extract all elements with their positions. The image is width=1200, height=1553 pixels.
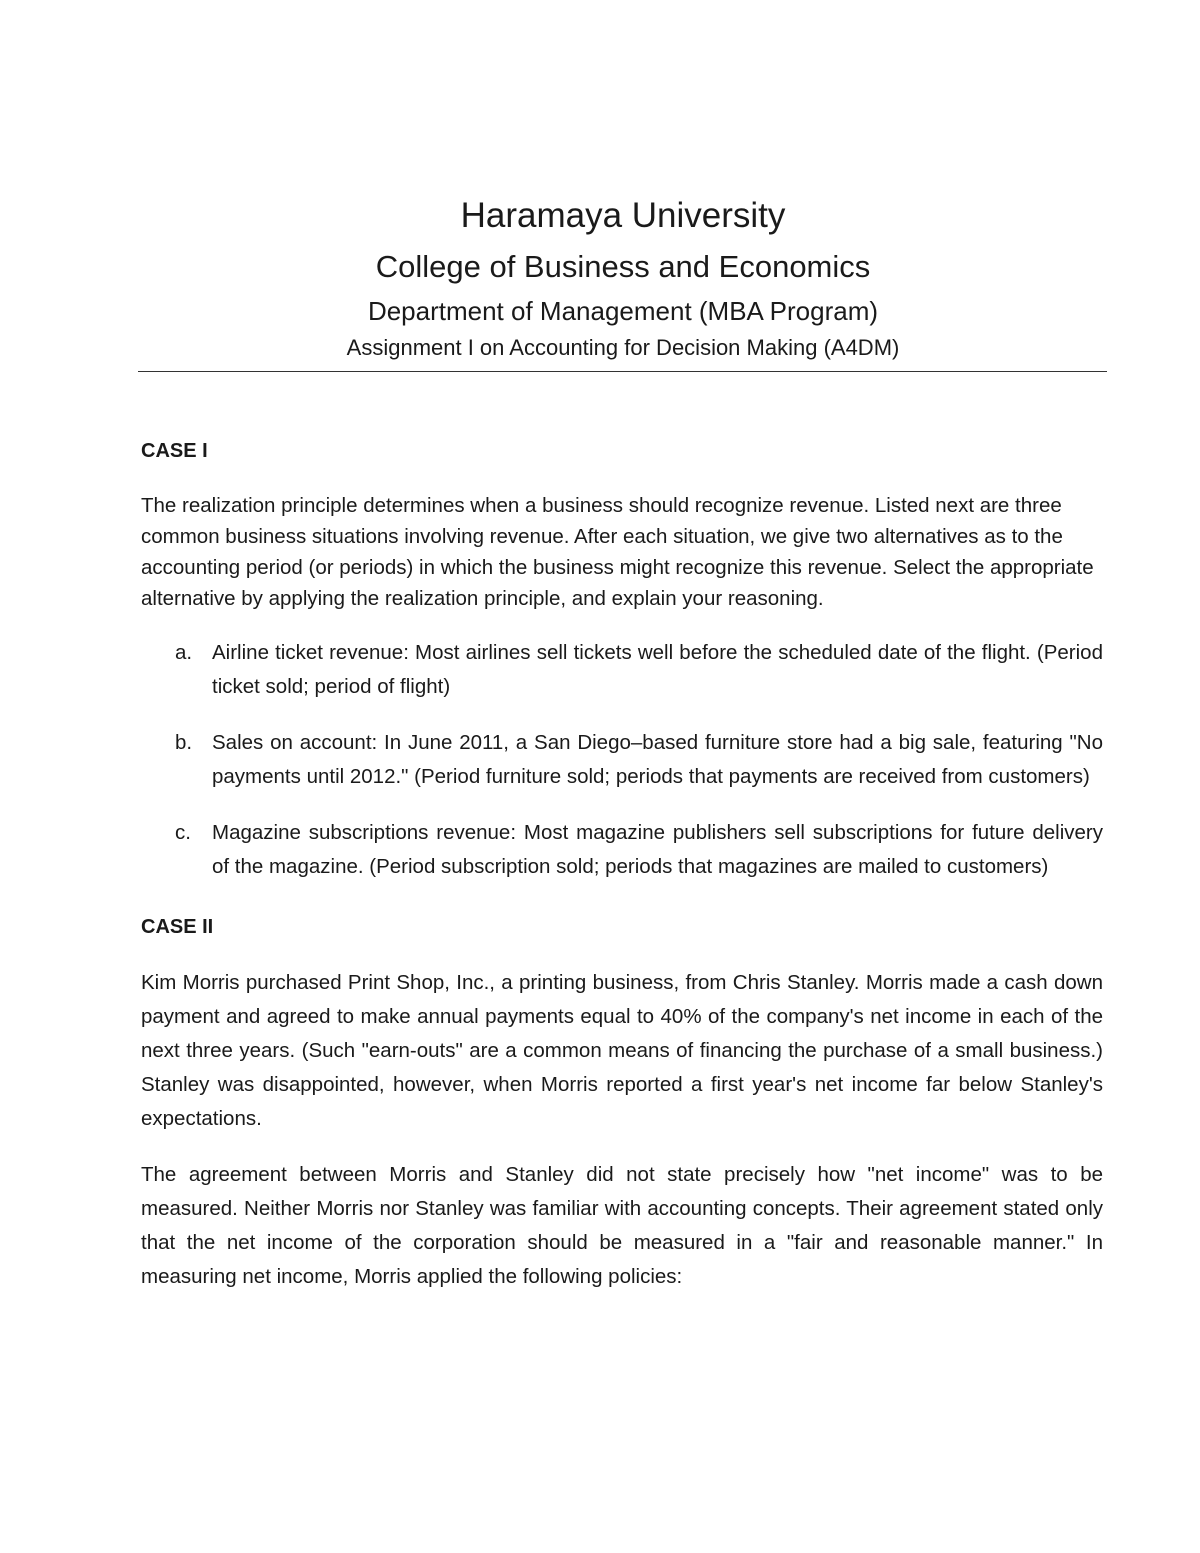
document-body <box>141 436 1103 1294</box>
assignment-title: Assignment I on Accounting for Decision Making (A4DM) <box>346 335 900 360</box>
case-2-section <box>141 912 1103 1294</box>
list-marker: a. <box>175 641 193 664</box>
case-2-heading: CASE II <box>141 916 214 938</box>
case-1-intro: The realization principle determines when a business should recognize revenue. Listed next are three common business situations involving revenue. After each situation, we give two alternatives as to the accounting period (or periods) in which the business might recognize this revenue. Select the appropriate alternative by applying the realization principle, and explain your reasoning. <box>141 494 1094 610</box>
case-1-heading: CASE I <box>141 440 208 462</box>
case-2-paragraph-1: Kim Morris purchased Print Shop, Inc., a printing business, from Chris Stanley. Morris made a cash down payment and agreed to make annual payments equal to 40% of the company's net income in each of the next three years. (Such "earn-outs" are a common means of financing the purchase of a small business.) Stanley was disappointed, however, when Morris reported a first year's net income far below Stanley's expectations. <box>141 971 1103 1130</box>
list-marker: c. <box>175 821 191 844</box>
list-item <box>141 726 1103 794</box>
case-2-paragraph-2: The agreement between Morris and Stanley did not state precisely how "net income" was to be measured. Neither Morris nor Stanley was familiar with accounting concepts. Their agreement stated only that the net income of the corporation should be measured in a "fair and reasonable manner." In measuring net income, Morris applied the following policies: <box>141 1163 1103 1288</box>
header-divider <box>138 371 1107 372</box>
case-1-list <box>141 636 1103 884</box>
list-item <box>141 636 1103 704</box>
list-marker: b. <box>175 731 193 754</box>
list-item <box>141 816 1103 884</box>
document-header <box>140 192 1106 364</box>
list-item-text: Magazine subscriptions revenue: Most magazine publishers sell subscriptions for future delivery of the magazine. (Period subscription sold; periods that magazines are mailed to customers) <box>212 821 1103 878</box>
list-item-text: Sales on account: In June 2011, a San Diego–based furniture store had a big sale, featuring "No payments until 2012." (Period furniture sold; periods that payments are received from customers) <box>212 731 1103 788</box>
university-title: Haramaya University <box>460 196 786 235</box>
college-title: College of Business and Economics <box>375 249 871 284</box>
case-1-section <box>141 436 1103 884</box>
department-title: Department of Management (MBA Program) <box>367 296 879 326</box>
list-item-text: Airline ticket revenue: Most airlines sell tickets well before the scheduled date of the flight. (Period ticket sold; period of flight) <box>212 641 1103 698</box>
